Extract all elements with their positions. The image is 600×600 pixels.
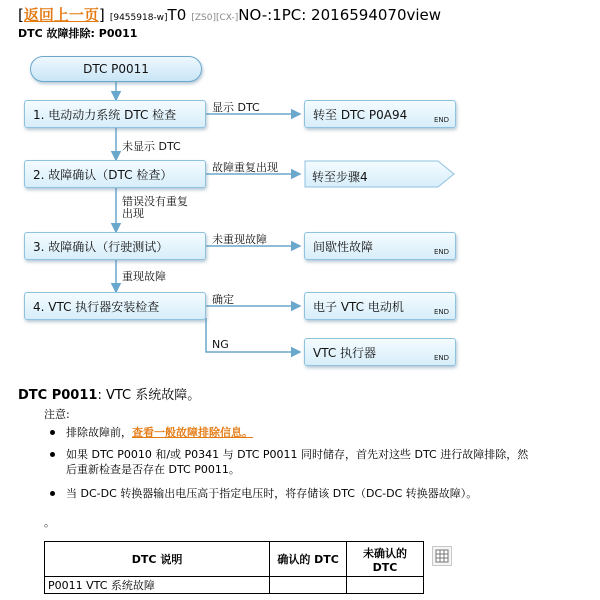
col-header-unconfirmed: 未确认的 DTC: [347, 542, 424, 577]
doc-code: [9455918-w]: [109, 13, 168, 23]
edge-label-show-dtc: 显示 DTC: [212, 101, 260, 114]
edge-label-no-dtc: 未显示 DTC: [122, 140, 181, 153]
bullet-icon: [50, 452, 55, 457]
table-header-row: [45, 542, 424, 577]
page-subtitle: DTC 故障排除: P0011: [18, 27, 138, 40]
edge-label-fault-repeats: 故障重复出现: [212, 161, 278, 174]
general-troubleshooting-link[interactable]: 查看一般故障排除信息。: [132, 426, 253, 439]
end-marker: END: [433, 248, 449, 256]
flow-step-2: [24, 160, 206, 188]
table-cell-unconfirmed: [347, 577, 424, 594]
edge-label-reproduced: 重现故障: [122, 270, 166, 283]
dtc-description: VTC 系统故障。: [101, 388, 201, 403]
note-item: [50, 425, 530, 440]
t0-label: T0: [167, 6, 187, 24]
edge-label-error-not-repeated: 错误没有重复 出现: [122, 195, 188, 220]
dtc-heading: [18, 384, 200, 403]
edge-label-not-reproduced: 未重现故障: [212, 233, 267, 246]
flow-result-3-label: 间歇性故障: [313, 239, 374, 254]
col-header-description: DTC 说明: [45, 542, 270, 577]
table-row: [45, 577, 424, 594]
dtc-colon: :: [97, 388, 102, 403]
flow-result-goto-p0a94: [304, 100, 456, 128]
end-marker: END: [433, 308, 449, 316]
flow-result-2-label: 转至步骤4: [312, 170, 368, 184]
flow-result-4-label: 电子 VTC 电动机: [313, 299, 404, 314]
note-item: [50, 486, 530, 501]
flow-result-vtc-actuator: [304, 338, 456, 366]
note-label: 注意:: [44, 408, 70, 421]
bracket-open: [: [18, 6, 24, 24]
dtc-table: [44, 541, 424, 594]
flow-step-1: [24, 100, 206, 128]
flow-step-2-label: 2. 故障确认（DTC 检查）: [33, 167, 173, 182]
edge-label-ng: NG: [212, 338, 229, 351]
note-item-text: 当 DC-DC 转换器输出电压高于指定电压时，将存储该 DTC（DC-DC 转换器故障）。: [66, 487, 478, 500]
flow-result-vtc-motor: [304, 292, 456, 320]
col-header-confirmed: 确认的 DTC: [270, 542, 347, 577]
flow-start-node: [30, 56, 202, 82]
note-item-text: 排除故障前，: [66, 426, 132, 439]
dtc-code: DTC P0011: [18, 388, 98, 403]
npc-label: NO-:1PC: 2016594070view: [238, 6, 442, 24]
table-cell-confirmed: [270, 577, 347, 594]
note-item: [50, 447, 530, 477]
flow-start-label: DTC P0011: [83, 62, 149, 76]
bullet-icon: [50, 430, 55, 435]
flow-step-3-label: 3. 故障确认（行驶测试）: [33, 239, 169, 254]
back-link[interactable]: 返回上一页: [23, 6, 99, 24]
trailing-period: 。: [44, 516, 55, 529]
note-item-text: 如果 DTC P0010 和/或 P0341 与 DTC P0011 同时储存，首先对这些 DTC 进行故障排除，然后重新检查是否存在 DTC P0011。: [66, 448, 529, 476]
flow-step-3: [24, 232, 206, 260]
zs-code: [ZS0][CX-]: [191, 13, 239, 23]
end-marker: END: [433, 116, 449, 124]
table-grid-icon[interactable]: [432, 546, 452, 566]
flow-result-1-label: 转至 DTC P0A94: [313, 107, 408, 122]
bullet-icon: [50, 491, 55, 496]
flow-step-4: [24, 292, 206, 320]
flow-step-4-label: 4. VTC 执行器安装检查: [33, 299, 160, 314]
table-cell-description: P0011 VTC 系统故障: [45, 577, 270, 594]
bracket-close: ]: [98, 6, 105, 24]
end-marker: END: [433, 354, 449, 362]
flow-result-5-label: VTC 执行器: [313, 345, 377, 360]
flow-step-1-label: 1. 电动动力系统 DTC 检查: [33, 107, 177, 122]
edge-label-ok: 确定: [212, 293, 234, 306]
flow-result-intermittent: [304, 232, 456, 260]
